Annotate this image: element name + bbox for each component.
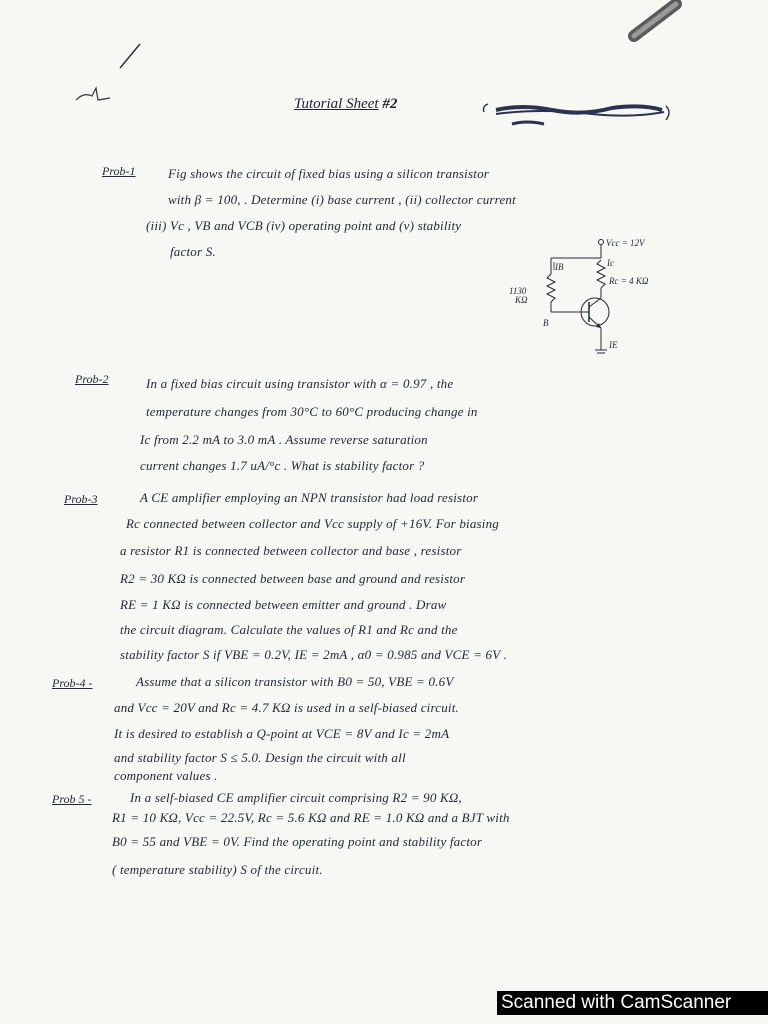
problem-2-line: Ic from 2.2 mA to 3.0 mA . Assume reverse saturation xyxy=(140,432,428,447)
problem-5-label: Prob 5 - xyxy=(52,792,92,806)
crossed-out-text xyxy=(482,102,672,128)
problem-4-line: Assume that a silicon transistor with B0 = 50, VBE = 0.6V xyxy=(136,674,454,689)
problem-3-label: Prob-3 xyxy=(64,492,98,506)
problem-3-line: R2 = 30 KΩ is connected between base and ground and resistor xyxy=(120,571,466,586)
problem-3-line: a resistor R1 is connected between collector and base , resistor xyxy=(120,543,462,558)
vcc-terminal xyxy=(599,240,604,245)
sheet-title xyxy=(294,96,397,113)
problem-1-line: factor S. xyxy=(170,244,216,259)
problem-4-line: component values . xyxy=(114,768,218,783)
problem-1-line: (iii) Vc , VB and VCB (iv) operating point and (v) stability xyxy=(146,218,462,233)
ib-label: IB xyxy=(555,262,564,272)
problem-3-line: the circuit diagram. Calculate the values of R1 and Rc and the xyxy=(120,622,458,637)
ie-label: IE xyxy=(609,340,618,350)
problem-3-line: A CE amplifier employing an NPN transistor had load resistor xyxy=(140,490,479,505)
problem-2-label: Prob-2 xyxy=(75,372,109,386)
pen-tip-graphic xyxy=(626,0,686,42)
problem-4-line: and stability factor S ≤ 5.0. Design the circuit with all xyxy=(114,750,406,765)
problem-2-line: temperature changes from 30°C to 60°C producing change in xyxy=(146,404,478,419)
base-resistor xyxy=(547,274,555,302)
problem-5-line: In a self-biased CE amplifier circuit comprising R2 = 90 KΩ, xyxy=(130,790,462,805)
stray-pen-mark xyxy=(70,40,150,110)
problem-3-line: Rc connected between collector and Vcc supply of +16V. For biasing xyxy=(126,516,500,531)
fixed-bias-circuit-diagram xyxy=(505,236,675,364)
sheet-title-text: Tutorial Sheet xyxy=(294,96,379,112)
problem-5-line: ( temperature stability) S of the circuit. xyxy=(112,862,323,877)
problem-2-line: current changes 1.7 uA/°c . What is stability factor ? xyxy=(140,458,425,473)
rb-unit: KΩ xyxy=(515,295,528,305)
problem-5-line: R1 = 10 KΩ, Vcc = 22.5V, Rc = 5.6 KΩ and RE = 1.0 KΩ and a BJT with xyxy=(112,810,510,825)
problem-1-line: Fig shows the circuit of fixed bias using a silicon transistor xyxy=(168,166,490,181)
sheet-number: #2 xyxy=(382,96,398,112)
rc-label: Rc = 4 KΩ xyxy=(609,276,649,286)
problem-4-line: It is desired to establish a Q-point at VCE = 8V and Ic = 2mA xyxy=(114,726,450,741)
problem-5-line: B0 = 55 and VBE = 0V. Find the operating point and stability factor xyxy=(112,834,483,849)
problem-4-line: and Vcc = 20V and Rc = 4.7 KΩ is used in a self-biased circuit. xyxy=(114,700,460,715)
problem-1-line: with β = 100, . Determine (i) base current , (ii) collector current xyxy=(168,192,516,207)
base-label: B xyxy=(543,318,549,328)
camscanner-watermark: Scanned with CamScanner xyxy=(497,991,768,1015)
rb-value: 1130 xyxy=(509,286,527,296)
collector-resistor xyxy=(597,260,605,288)
problem-4-label: Prob-4 - xyxy=(52,676,93,690)
problem-3-line: stability factor S if VBE = 0.2V, IE = 2mA , α0 = 0.985 and VCE = 6V . xyxy=(120,647,508,662)
vcc-label: Vcc = 12V xyxy=(606,238,645,248)
ic-label: Ic xyxy=(607,258,614,268)
problem-1-label: Prob-1 xyxy=(102,164,136,178)
problem-2-line: In a fixed bias circuit using transistor with α = 0.97 , the xyxy=(146,376,454,391)
problem-3-line: RE = 1 KΩ is connected between emitter and ground . Draw xyxy=(120,597,447,612)
